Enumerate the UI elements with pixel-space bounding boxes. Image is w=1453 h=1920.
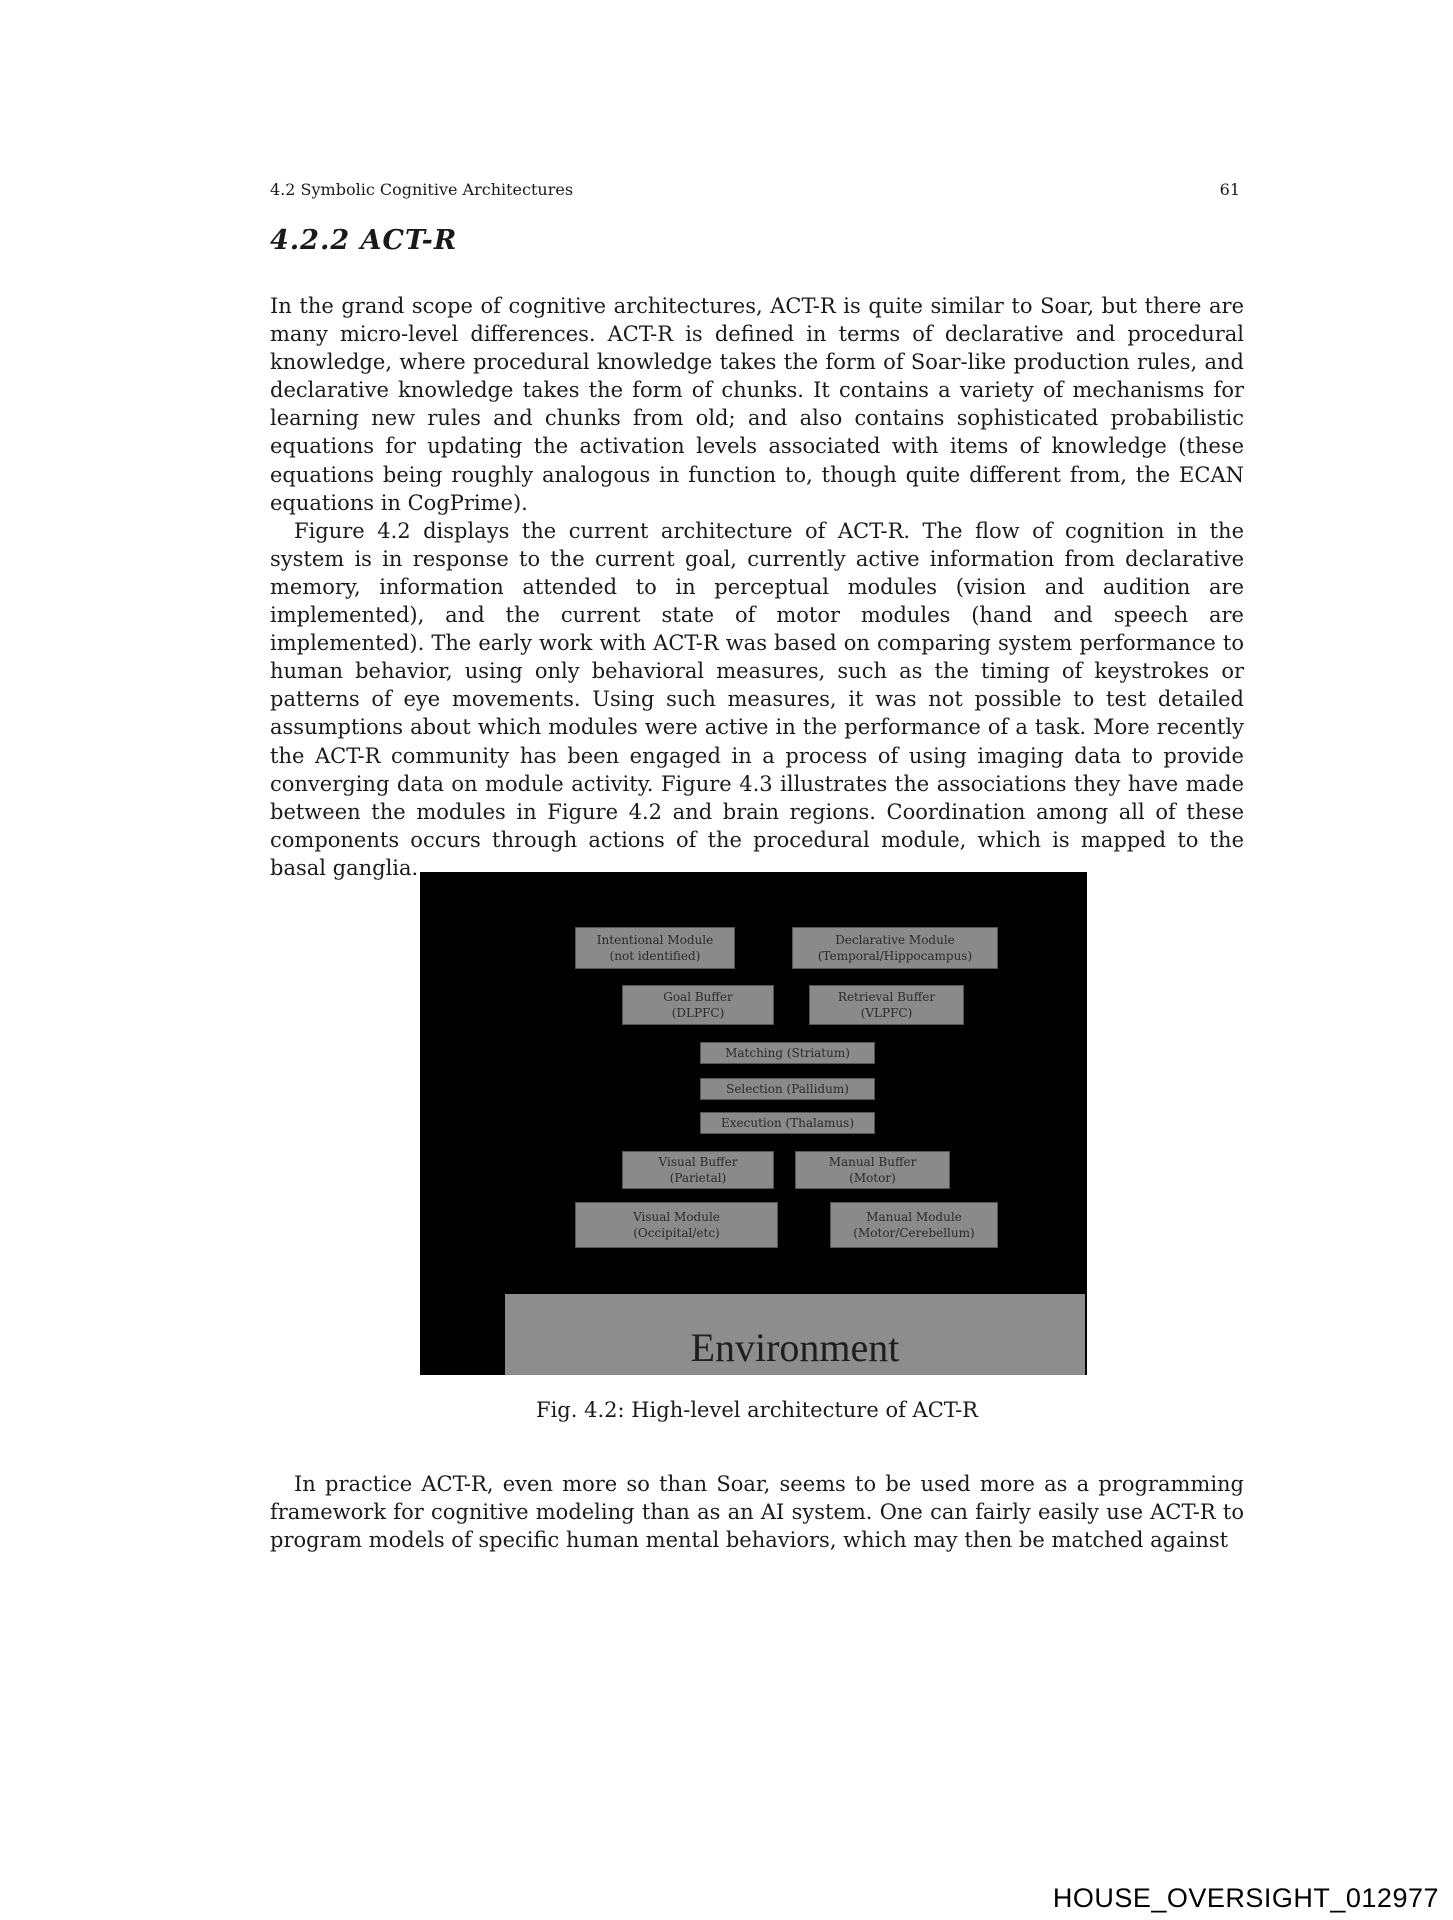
body-text-before-figure [270,292,1244,882]
goal-buffer-box: Goal Buffer (DLPFC) [622,985,774,1025]
environment-box: Environment [505,1294,1085,1375]
manual-buffer-box: Manual Buffer (Motor) [795,1151,950,1189]
retrieval-buffer-box: Retrieval Buffer (VLPFC) [809,985,964,1025]
selection-box: Selection (Pallidum) [700,1078,875,1100]
running-header [270,180,1240,199]
declarative-module-box: Declarative Module (Temporal/Hippocampus) [792,927,998,969]
visual-module-box: Visual Module (Occipital/etc) [575,1202,778,1248]
paragraph: Figure 4.2 displays the current architecture of ACT-R. The flow of cognition in the system is in response to the current goal, currently active information from declarative memory, information attended to in perceptual modules (vision and audition are implemented), and the current state of motor modules (hand and speech are implemented). The early work with ACT-R was based on comparing system performance to human behavior, using only behavioral measures, such as the timing of keystrokes or patterns of eye movements. Using such measures, it was not possible to test detailed assumptions about which modules were active in the performance of a task. More recently the ACT-R community has been engaged in a process of using imaging data to provide converging data on module activity. Figure 4.3 illustrates the associations they have made between the modules in Figure 4.2 and brain regions. Coordination among all of these components occurs through actions of the procedural module, which is mapped to the basal ganglia. [270,518,1244,880]
matching-box: Matching (Striatum) [700,1042,875,1064]
running-title: 4.2 Symbolic Cognitive Architectures [270,180,574,199]
manual-module-box: Manual Module (Motor/Cerebellum) [830,1202,998,1248]
paragraph: In practice ACT-R, even more so than Soar, seems to be used more as a programming framework for cognitive modeling than as an AI system. One can fairly easily use ACT-R to program models of specific human mental behaviors, which may then be matched against [270,1472,1244,1553]
visual-buffer-box: Visual Buffer (Parietal) [622,1151,774,1189]
section-title: 4.2.2 ACT-R [270,225,458,256]
figure-caption: Fig. 4.2: High-level architecture of ACT-R [536,1398,978,1422]
body-text-after-figure [270,1470,1244,1554]
page-number: 61 [1219,180,1240,199]
intentional-module-box: Intentional Module (not identified) [575,927,735,969]
act-r-architecture-figure [420,872,1087,1375]
bates-stamp: HOUSE_OVERSIGHT_012977 [1052,1883,1439,1913]
paragraph: In the grand scope of cognitive architectures, ACT-R is quite similar to Soar, but there are many micro-level differences. ACT-R is defined in terms of declarative and procedural knowledge, where procedural knowledge takes the form of Soar-like production rules, and declarative knowledge takes the form of chunks. It contains a variety of mechanisms for learning new rules and chunks from old; and also contains sophisticated probabilistic equations for updating the activation levels associated with items of knowledge (these equations being roughly analogous in function to, though quite different from, the ECAN equations in CogPrime). [270,294,1244,515]
execution-box: Execution (Thalamus) [700,1112,875,1134]
